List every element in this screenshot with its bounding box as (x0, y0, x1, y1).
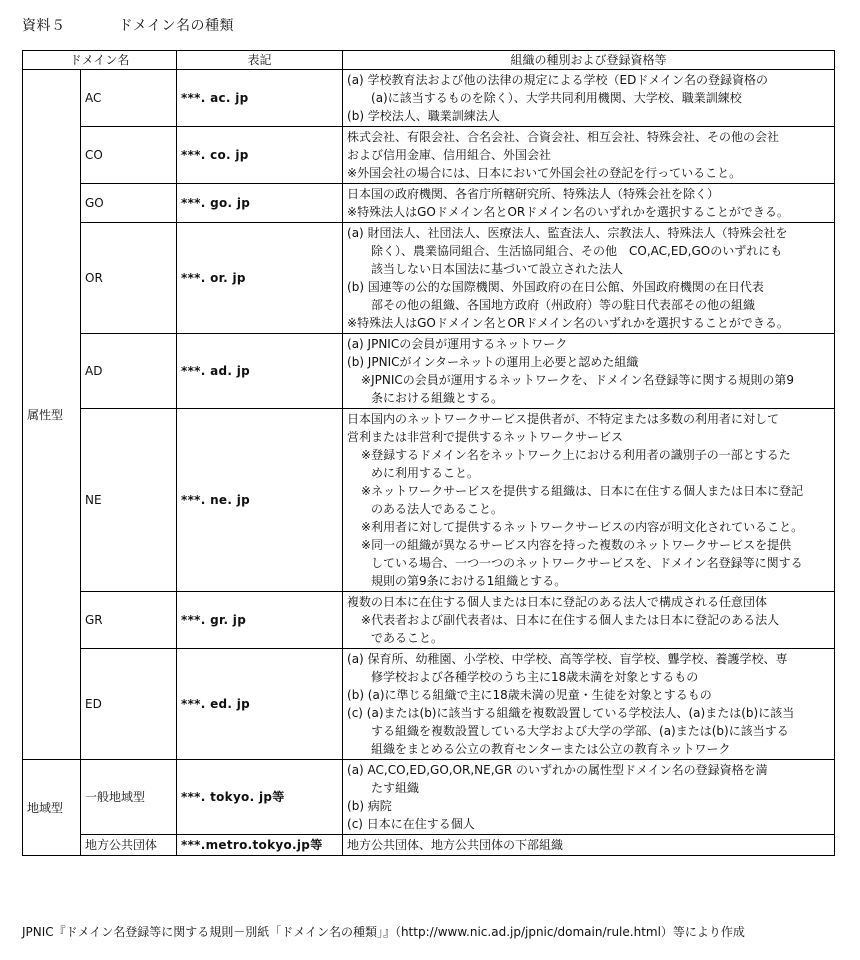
domain-notation-cell: ***. ne. jp (177, 409, 343, 592)
description-line: 株式会社、有限会社、合名会社、合資会社、相互会社、特殊会社、その他の会社 (347, 130, 780, 144)
domain-notation-cell: ***. ed. jp (177, 649, 343, 760)
domain-category-label: 属性型 (23, 70, 81, 760)
description-line: ※登録するドメイン名をネットワーク上における利用者の識別子の一部とするた (361, 448, 791, 462)
table-row (23, 835, 835, 856)
description-line: (b) 病院 (347, 799, 392, 813)
table-row (23, 760, 835, 835)
description-line: 地方公共団体、地方公共団体の下部組織 (347, 838, 564, 852)
domain-description-cell (343, 184, 835, 223)
description-line: (b) (a)に準じる組織で主に18歳未満の児童・生徒を対象とするもの (347, 688, 712, 702)
description-line: および信用金庫、信用組合、外国会社 (347, 148, 552, 162)
description-line: 日本国の政府機関、各省庁所轄研究所、特殊法人（特殊会社を除く） (347, 187, 720, 201)
table-row (23, 184, 835, 223)
domain-description-cell (343, 70, 835, 127)
domain-description-cell (343, 409, 835, 592)
description-line: のある法人であること。 (371, 502, 504, 516)
header-notation: 表記 (177, 51, 343, 70)
domain-notation-cell: ***. ac. jp (177, 70, 343, 127)
domain-description-cell (343, 760, 835, 835)
domain-name-cell: AD (81, 334, 177, 409)
document-heading: ドメイン名の種類 (118, 18, 235, 34)
domain-name-cell: CO (81, 127, 177, 184)
description-line: (b) 国連等の公的な国際機関、外国政府の在日公館、外国政府機関の在日代表 (347, 280, 764, 294)
table-row (23, 409, 835, 592)
table-row (23, 334, 835, 409)
domain-description-cell (343, 127, 835, 184)
description-line: 日本国内のネットワークサービス提供者が、不特定または多数の利用者に対して (347, 412, 780, 426)
table-row (23, 649, 835, 760)
description-line: ※代表者および副代表者は、日本に在住する個人または日本に登記のある法人 (361, 613, 780, 627)
source-footnote: JPNIC『ドメイン名登録等に関する規則－別紙「ドメイン名の種類」』（http://www.nic.ad.jp/jpnic/domain/rule.html）等により作成 (22, 925, 745, 939)
description-line: 修学校および各種学校のうち主に18歳未満を対象とするもの (371, 670, 699, 684)
description-line: 除く）、農業協同組合、生活協同組合、その他 CO,AC,ED,GOのいずれにも (371, 244, 783, 258)
domain-category-label: 地域型 (23, 760, 81, 856)
description-line: (a) 保育所、幼稚園、小学校、中学校、高等学校、盲学校、聾学校、養護学校、専 (347, 652, 788, 666)
description-line: ※利用者に対して提供するネットワークサービスの内容が明文化されていること。 (361, 520, 804, 534)
domain-name-cell: AC (81, 70, 177, 127)
description-line: ※外国会社の場合には、日本において外国会社の登記を行っていること。 (347, 166, 742, 180)
domain-description-cell (343, 835, 835, 856)
description-line: (b) JPNICがインターネットの運用上必要と認めた組織 (347, 355, 639, 369)
domain-notation-cell: ***. or. jp (177, 223, 343, 334)
domain-notation-cell: ***. co. jp (177, 127, 343, 184)
domain-description-cell (343, 223, 835, 334)
description-line: (a) 学校教育法および他の法律の規定による学校（EDドメイン名の登録資格の (347, 73, 769, 87)
domain-types-table (22, 50, 835, 856)
table-row (23, 592, 835, 649)
description-line: ※ネットワークサービスを提供する組織は、日本に在住する個人または日本に登記 (361, 484, 804, 498)
description-line: ※特殊法人はGOドメイン名とORドメイン名のいずれかを選択することができる。 (347, 205, 789, 219)
description-line: する組織を複数設置している大学および大学の学部、(a)または(b)に該当する (371, 724, 789, 738)
domain-name-cell: NE (81, 409, 177, 592)
description-line: している場合、一つ一つのネットワークサービスを、ドメイン名登録等に関する (371, 556, 803, 570)
description-line: (b) 学校法人、職業訓練法人 (347, 109, 500, 123)
description-line: 営利または非営利で提供するネットワークサービス (347, 430, 624, 444)
domain-name-cell: GR (81, 592, 177, 649)
description-line: (a) 財団法人、社団法人、医療法人、監査法人、宗教法人、特殊法人（特殊会社を (347, 226, 788, 240)
description-line: 条における組織とする。 (371, 391, 504, 405)
description-line: 該当しない日本国法に基づいて設立された法人 (371, 262, 624, 276)
domain-name-cell: OR (81, 223, 177, 334)
description-line: ※JPNICの会員が運用するネットワークを、ドメイン名登録等に関する規則の第9 (361, 373, 795, 387)
domain-description-cell (343, 592, 835, 649)
domain-notation-cell: ***. ad. jp (177, 334, 343, 409)
domain-description-cell (343, 649, 835, 760)
description-line: 部その他の組織、各国地方政府（州政府）等の駐日代表部その他の組織 (371, 298, 756, 312)
description-line: であること。 (371, 631, 444, 645)
description-line: ※同一の組織が異なるサービス内容を持った複数のネットワークサービスを提供 (361, 538, 792, 552)
header-description: 組織の種別および登録資格等 (343, 51, 835, 70)
domain-name-cell: GO (81, 184, 177, 223)
domain-name-cell: 一般地域型 (81, 760, 177, 835)
description-line: (a) JPNICの会員が運用するネットワーク (347, 337, 568, 351)
table-row (23, 127, 835, 184)
domain-name-cell: 地方公共団体 (81, 835, 177, 856)
table-header-row (23, 51, 835, 70)
description-line: めに利用すること。 (371, 466, 480, 480)
description-line: たす組織 (371, 781, 420, 795)
domain-notation-cell: ***. gr. jp (177, 592, 343, 649)
description-line: 規則の第9条における1組織とする。 (371, 574, 567, 588)
description-line: (a) AC,CO,ED,GO,OR,NE,GR のいずれかの属性型ドメイン名の登録資格を満 (347, 763, 768, 777)
document-label: 資料５ (22, 18, 66, 34)
description-line: ※特殊法人はGOドメイン名とORドメイン名のいずれかを選択することができる。 (347, 316, 789, 330)
description-line: (c) 日本に在住する個人 (347, 817, 475, 831)
description-line: 複数の日本に在住する個人または日本に登記のある法人で構成される任意団体 (347, 595, 768, 609)
domain-notation-cell: ***. go. jp (177, 184, 343, 223)
domain-notation-cell: ***. tokyo. jp等 (177, 760, 343, 835)
table-row (23, 70, 835, 127)
description-line: (c) (a)または(b)に該当する組織を複数設置している学校法人、(a)または(b)に該当 (347, 706, 795, 720)
description-line: (a)に該当するものを除く）、大学共同利用機関、大学校、職業訓練校 (371, 91, 742, 105)
table-row (23, 223, 835, 334)
header-domain-name: ドメイン名 (23, 51, 177, 70)
domain-name-cell: ED (81, 649, 177, 760)
document-title (22, 15, 234, 35)
domain-notation-cell: ***.metro.tokyo.jp等 (177, 835, 343, 856)
domain-description-cell (343, 334, 835, 409)
table-body (23, 70, 835, 856)
description-line: 組織をまとめる公立の教育センターまたは公立の教育ネットワーク (371, 742, 731, 756)
